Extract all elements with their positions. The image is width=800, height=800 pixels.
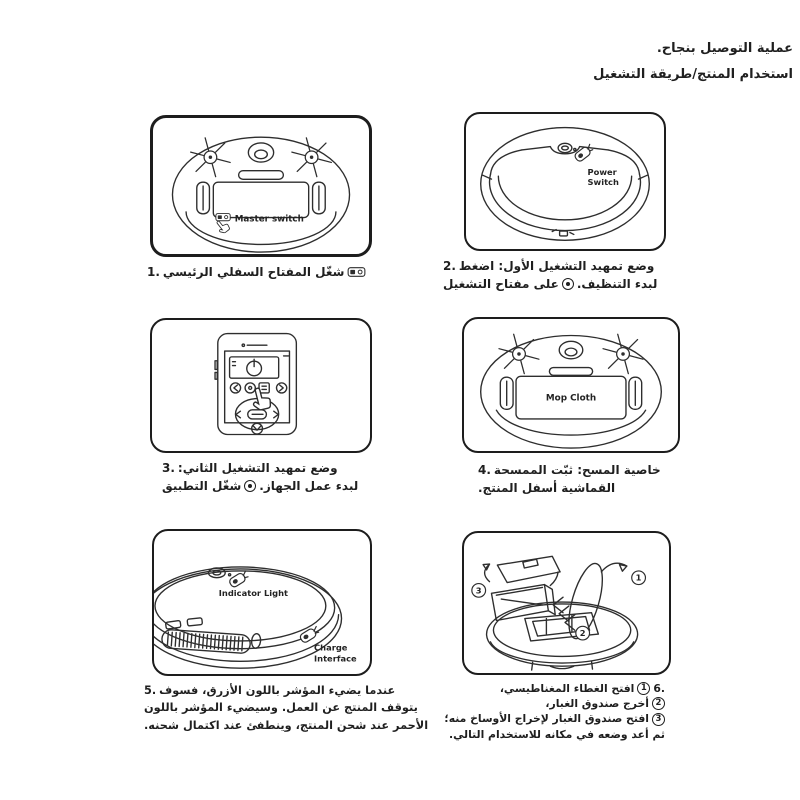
caption-text: يتوقف المنتج عن العمل. وسيضيء المؤشر باللون: [144, 701, 418, 715]
figure-robot-underside-mop-cloth: [462, 317, 680, 453]
charge-interface-label-line2: Interface: [314, 653, 357, 664]
caption-text: وضع تمهيد التشغيل الأول: اضغط: [458, 258, 655, 273]
caption-text: افتح صندوق الغبار لإخراج الأوساخ منه؛: [444, 712, 649, 726]
svg-text:2: 2: [579, 628, 586, 639]
robot-mop-illustration: [464, 319, 678, 451]
caption-step-5: [144, 682, 428, 737]
circled-step-1-icon: 1: [637, 682, 650, 695]
caption-text: وضع تمهيد التشغيل الثاني:: [177, 460, 338, 475]
step-number: 5.: [144, 684, 157, 698]
caption-text: ثم أعد وضعه في مكانه للاستخدام التالي.: [449, 727, 665, 741]
side-brush-icon: [292, 138, 332, 177]
master-switch-icon: [216, 214, 230, 221]
power-button-icon: [562, 278, 574, 290]
indicator-light-label: Indicator Light: [218, 588, 289, 599]
caption-step-1: [147, 263, 366, 284]
svg-text:3: 3: [475, 585, 482, 596]
step-number: 4.: [478, 462, 491, 477]
caption-text: لبدء التنظيف.: [576, 276, 658, 291]
caption-text: خاصية المسح: ثبّت الممسحة: [493, 462, 661, 477]
caption-text: شغّل المفتاح السفلي الرئيسي: [162, 265, 345, 279]
caption-text: أخرج صندوق الغبار،: [545, 696, 649, 710]
step-number: 6.: [653, 681, 665, 695]
caption-text: القماشية أسفل المنتج.: [478, 480, 616, 495]
caption-text: عندما يضيء المؤشر باللون الأزرق، فسوف: [159, 684, 396, 698]
svg-text:1: 1: [635, 572, 642, 583]
caption-text: شغّل التطبيق: [162, 478, 242, 493]
dustbin-removal-illustration: [464, 533, 669, 673]
master-switch-label: Master switch: [234, 214, 304, 225]
step-marker-3: [472, 584, 486, 598]
step-marker-2: [576, 626, 590, 640]
circled-step-3-icon: 3: [652, 713, 665, 726]
circled-step-2-icon: 2: [652, 697, 665, 710]
robot-top-illustration: [466, 114, 664, 249]
figure-dustbin-removal: [462, 531, 671, 675]
page-header: [593, 36, 793, 88]
smartphone-illustration: [152, 320, 370, 451]
charge-interface-label-line1: Charge: [314, 642, 348, 653]
caption-text: على مفتاح التشغيل: [443, 276, 559, 291]
step-number: 3.: [162, 460, 175, 475]
hand-pointer-tag-icon: [228, 570, 250, 588]
caption-step-4: [478, 461, 661, 500]
step-number: 1.: [147, 265, 160, 279]
caption-text: لبدء عمل الجهاز.: [259, 478, 359, 493]
step-marker-1: [632, 571, 646, 585]
header-line-success: عملية التوصيل بنجاح.: [656, 41, 793, 56]
side-brush-icon: [191, 138, 231, 177]
hand-pointer-tag-icon: [299, 626, 321, 644]
caption-step-3: [162, 459, 358, 498]
caption-text: افتح الغطاء المغناطيسي،: [499, 681, 635, 695]
power-button-icon: [244, 480, 256, 492]
figure-robot-side-indicator-charge: [152, 529, 372, 676]
rocker-switch-icon: [347, 267, 366, 277]
power-switch-label-line1: Power: [587, 167, 617, 178]
caption-step-2: [443, 257, 657, 296]
power-switch-label-line2: Switch: [587, 176, 619, 187]
step-number: 2.: [443, 258, 456, 273]
figure-robot-top-power-switch: [464, 112, 666, 251]
robot-side-illustration: [154, 531, 370, 674]
robot-underside-illustration: [153, 118, 369, 254]
caption-text: الأحمر عند شحن المنتج، وينطفئ عند اكتمال شحنه.: [144, 718, 429, 732]
caption-step-6: [433, 682, 665, 744]
mop-cloth-label: Mop Cloth: [545, 393, 597, 404]
header-line-usage: استخدام المنتج/طريقة التشغيل: [593, 67, 793, 82]
hand-pointer-tag-icon: [574, 143, 595, 162]
figure-smartphone-app: [150, 318, 372, 453]
figure-robot-underside-master-switch: [150, 115, 372, 257]
